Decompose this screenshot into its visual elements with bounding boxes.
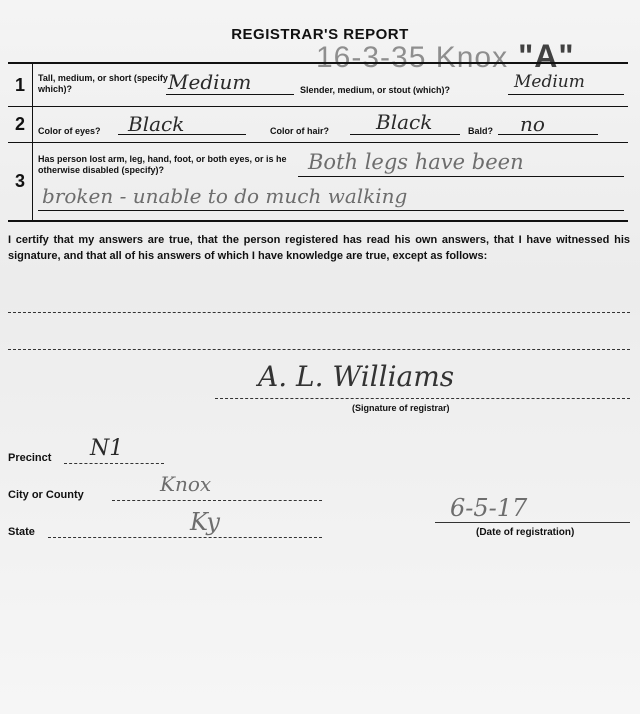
eyes-label: Color of eyes? [38, 126, 101, 136]
registrar-signature: A. L. Williams [258, 360, 455, 393]
height-value: Medium [168, 70, 252, 94]
disabled-label: Has person lost arm, leg, hand, foot, or both eyes, or is he otherwise disabled (specify)? [38, 154, 287, 175]
state-line [48, 537, 322, 538]
height-label: Tall, medium, or short (specify which)? [38, 73, 168, 94]
exceptions-line-2 [8, 349, 630, 350]
signature-caption: (Signature of registrar) [352, 403, 450, 413]
bald-value: no [520, 112, 545, 136]
stamp-number: 16-3-35 Knox [316, 41, 509, 74]
precinct-value: N1 [90, 436, 124, 461]
stamp-mark: "A" [518, 38, 575, 74]
precinct-line [64, 463, 164, 464]
date-caption: (Date of registration) [476, 527, 575, 538]
build-label: Slender, medium, or stout (which)? [300, 85, 451, 95]
bald-label: Bald? [468, 126, 494, 136]
precinct-label: Precinct [8, 452, 52, 464]
state-label: State [8, 526, 35, 538]
row-number: 3 [8, 142, 33, 220]
report-title: REGISTRAR'S REPORT [231, 26, 409, 43]
city-line [112, 500, 322, 501]
build-underline [508, 94, 624, 95]
city-label: City or County [8, 489, 84, 501]
row-number: 2 [8, 106, 33, 142]
state-value: Ky [190, 508, 220, 536]
eyes-value: Black [128, 112, 185, 136]
registration-date: 6-5-17 [450, 494, 528, 522]
row-number: 1 [8, 64, 33, 106]
row-height-build [8, 64, 628, 107]
bald-underline [498, 134, 598, 135]
disability-answer-line2: broken - unable to do much walking [42, 184, 408, 208]
city-value: Knox [160, 472, 212, 496]
exceptions-line-1 [8, 312, 630, 313]
hair-value: Black [376, 110, 433, 134]
eyes-underline [118, 134, 246, 135]
row-eyes-hair [8, 106, 628, 143]
row-disability [8, 142, 628, 220]
disability-underline-2 [38, 210, 624, 211]
date-line [435, 522, 630, 523]
hair-underline [350, 134, 460, 135]
signature-line [215, 398, 630, 399]
build-value: Medium [514, 72, 585, 92]
certification-text: I certify that my answers are true, that the person registered has read his own answers, that I have witnessed his signature, and that all of his answers of which I have knowledge are true, except as follows: [8, 234, 630, 262]
disability-answer-line1: Both legs have been [308, 150, 524, 174]
description-table [8, 62, 628, 222]
height-underline [166, 94, 294, 95]
disability-underline-1 [298, 176, 624, 177]
hair-label: Color of hair? [270, 126, 329, 136]
